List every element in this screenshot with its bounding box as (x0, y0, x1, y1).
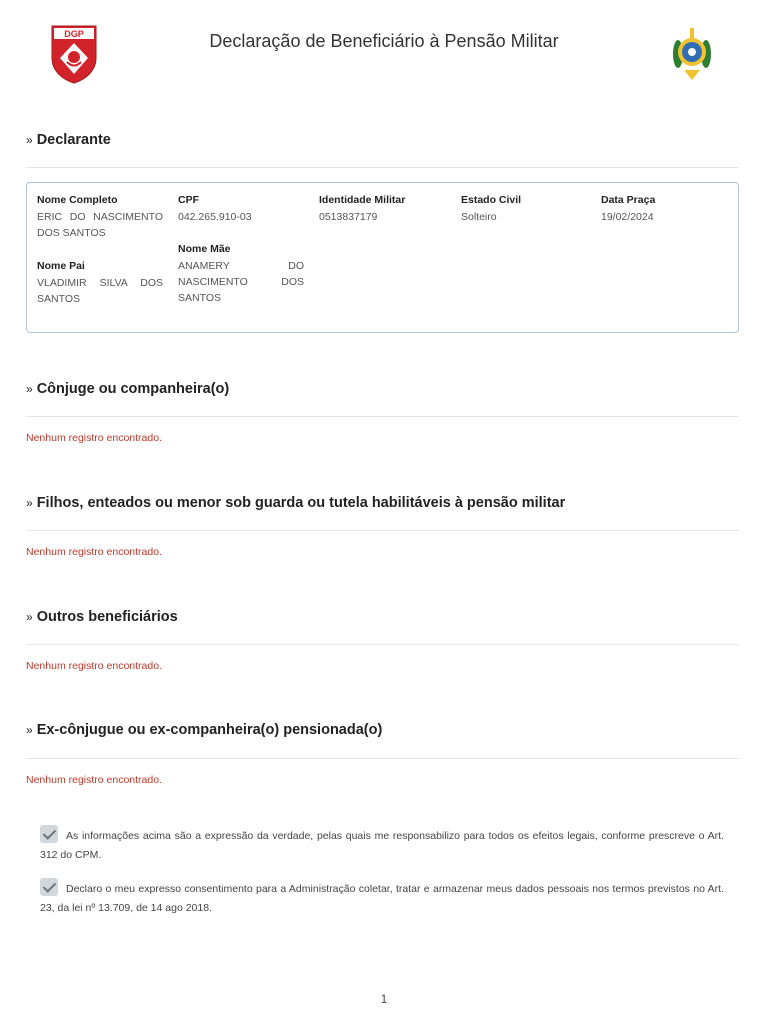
empty-message: Nenhum registro encontrado. (26, 546, 162, 558)
chevron-icon: » (26, 610, 33, 624)
document-title: Declaração de Beneficiário à Pensão Militar (209, 31, 559, 51)
divider (26, 758, 739, 759)
declaration-lgpd: Declaro o meu expresso consentimento para a Administração coletar, tratar e armazenar meus dados pessoais nos termos previstos no Art. 23, da lei nº 13.709, de 14 ago 2018. (40, 878, 724, 918)
declaration-veracidade: As informações acima são a expressão da verdade, pelas quais me responsabilizo para todos os efeitos legais, conforme prescreve o Art. 312 do CPM. (40, 825, 724, 865)
divider (26, 167, 739, 168)
chevron-icon: » (26, 496, 33, 510)
field-identidade-militar: Identidade Militar 0513837179 (319, 194, 406, 223)
declarante-card (26, 182, 739, 333)
field-estado-civil: Estado Civil Solteiro (461, 194, 522, 223)
empty-message: Nenhum registro encontrado. (26, 432, 162, 444)
section-title-conjuge: » Cônjuge ou companheira(o) (26, 381, 230, 397)
exercito-brasao-icon (668, 24, 716, 84)
checkbox-lgpd[interactable] (40, 878, 58, 896)
chevron-icon: » (26, 382, 33, 396)
section-title-filhos: » Filhos, enteados ou menor sob guarda ou tutela habilitáveis à pensão militar (26, 495, 566, 511)
chevron-icon: » (26, 133, 33, 147)
empty-message: Nenhum registro encontrado. (26, 774, 162, 786)
checkbox-veracidade[interactable] (40, 825, 58, 843)
field-cpf: CPF 042.265.910-03 (178, 194, 252, 223)
chevron-icon: » (26, 723, 33, 737)
section-title-declarante: » Declarante (26, 132, 111, 148)
divider (26, 530, 739, 531)
svg-text:DGP: DGP (64, 29, 84, 39)
section-title-ex-conjuge: » Ex-cônjugue ou ex-companheira(o) pensionada(o) (26, 722, 383, 738)
section-title-outros: » Outros beneficiários (26, 609, 178, 625)
divider (26, 416, 739, 417)
field-nome-completo: Nome Completo ERIC DO NASCIMENTO DOS SANTOS (37, 194, 163, 239)
empty-message: Nenhum registro encontrado. (26, 660, 162, 672)
field-nome-pai: Nome Pai VLADIMIR SILVA DOS SANTOS (37, 260, 163, 305)
divider (26, 644, 739, 645)
page-number: 1 (380, 992, 388, 1006)
field-data-praca: Data Praça 19/02/2024 (601, 194, 656, 223)
field-nome-mae: Nome Mãe ANAMERY DO NASCIMENTO DOS SANTOS (178, 243, 304, 304)
page-header (0, 0, 768, 100)
